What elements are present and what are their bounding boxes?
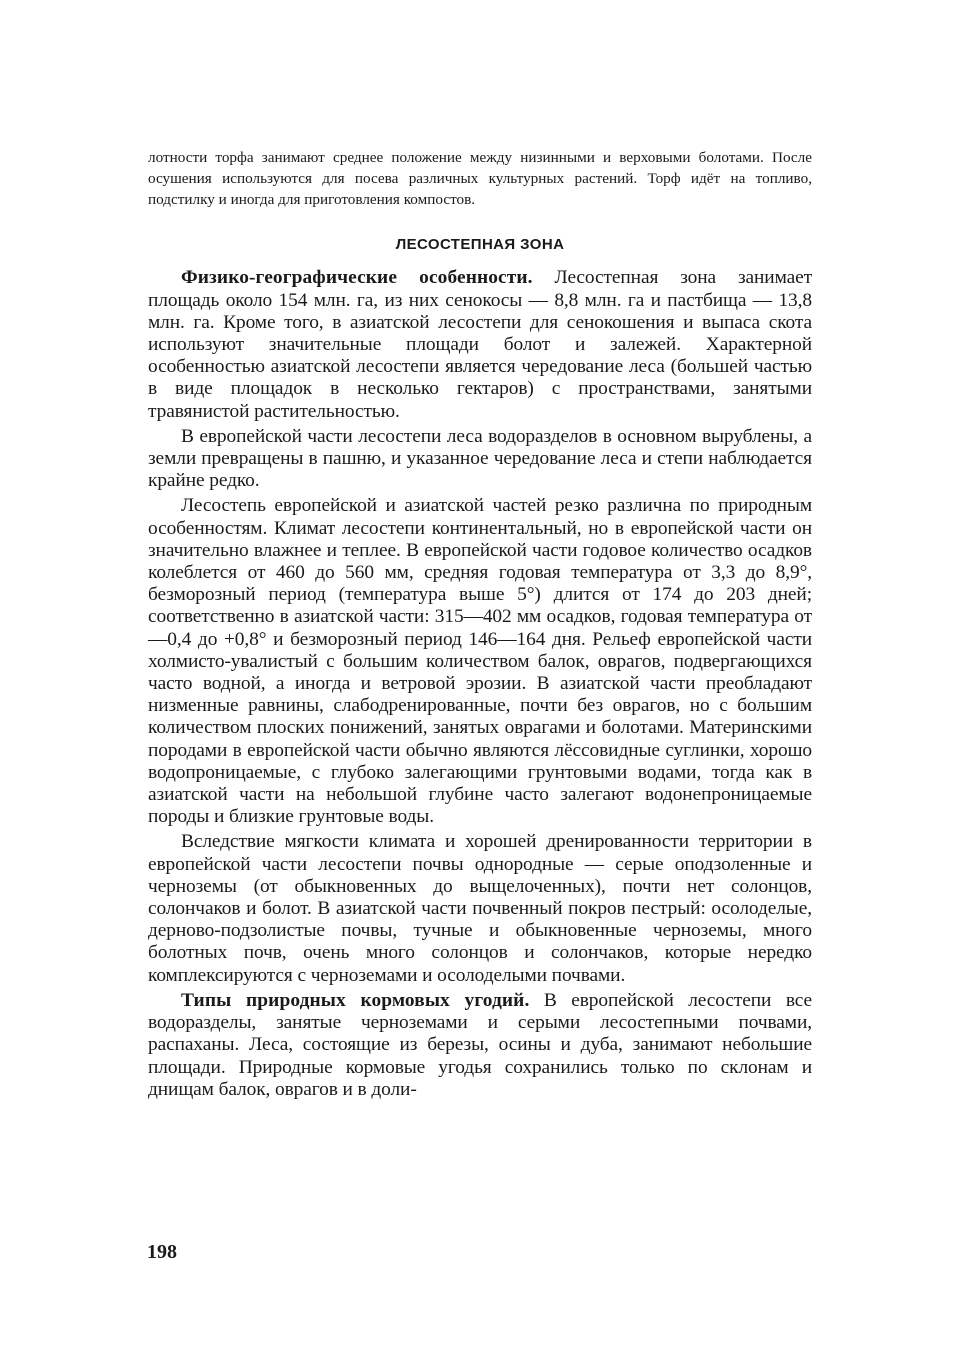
page-number: 198 (147, 1241, 177, 1263)
paragraph-body: Лесостепная зона занимает площадь около 154 млн. га, из них сенокосы — 8,8 млн. га и пастбища — 13,8 млн. га. Кроме того, в азиатской лесостепи для сенокошения и выпаса скота используют значительные площади болот и залежей. Характерной особенностью азиатской лесостепи является чередование леса (большей частью в виде площадок в несколько гектаров) с пространствами, занятыми травянистой растительностью. (148, 267, 813, 422)
page-text-block (148, 148, 812, 1101)
paragraph-lead: Типы природных кормовых угодий. (181, 989, 530, 1011)
section-heading: ЛЕСОСТЕПНАЯ ЗОНА (395, 236, 565, 254)
paragraph-lead: Физико-географические особенности. (181, 267, 533, 289)
paragraph-climate-relief: Лесостепь европейской и азиатской частей резко различна по природным особенностям. Климат лесостепи континентальный, но в европейской части он значительно влажнее и теплее. В европейской части годовое количество осадков колеблется от 460 до 560 мм, средняя годовая температура от 3,3 до 8,9°, безморозный период (температура выше 5°) длится от 174 до 203 дней; соответственно в азиатской части: 315—402 мм осадков, годовая температура от —0,4 до +0,8° и безморозный период 146—164 дня. Рельеф европейской части холмисто-увалистый с большим количеством балок, оврагов, подвергающихся часто водной, а иногда и ветровой эрозии. В азиатской части преобладают низменные равнины, слабодренированные, почти без оврагов, но с большим количеством плоских понижений, занятых оврагами и болотами. Материнскими породами в европейской части обычно являются лёссовидные суглинки, хорошо водопроницаемые, с глубоко залегающими грунтовыми водами, тогда как в азиатской части на небольшой глубине часто залегают водонепроницаемые породы и близкие грунтовые воды. (148, 495, 812, 828)
paragraph-soils: Вследствие мягкости климата и хорошей дренированности территории в европейской части лесостепи почвы однородные — серые оподзоленные и черноземы (от обыкновенных до выщелоченных), почти нет солонцов, солончаков и болот. В азиатской части почвенный покров пестрый: осолоделые, дерново-подзолистые почвы, тучные и обыкновенные черноземы, много болотных почв, очень много солонцов и солончаков, которые нередко комплексируются с черноземами и осолоделыми почвами. (148, 831, 812, 986)
paragraph-physical-geography (148, 267, 812, 422)
paragraph-european-forest-steppe: В европейской части лесостепи леса водоразделов в основном вырублены, а земли превращены в пашню, и указанное чередование леса и степи наблюдается крайне редко. (148, 425, 812, 492)
intro-paragraph: лотности торфа занимают среднее положение между низинными и верховыми болотами. После осушения используются для посева различных культурных растений. Торф идёт на топливо, подстилку и иногда для приготовления компостов. (148, 149, 812, 208)
paragraph-fodder-lands (148, 990, 812, 1101)
paragraph-body: В европейской лесостепи все водоразделы, занятые черноземами и серыми лесостепными почвами, распаханы. Леса, состоящие из березы, осины и дуба, занимают небольшие площади. Природные кормовые угодья сохранились только по склонам и днищам балок, оврагов и в доли- (148, 989, 813, 1100)
